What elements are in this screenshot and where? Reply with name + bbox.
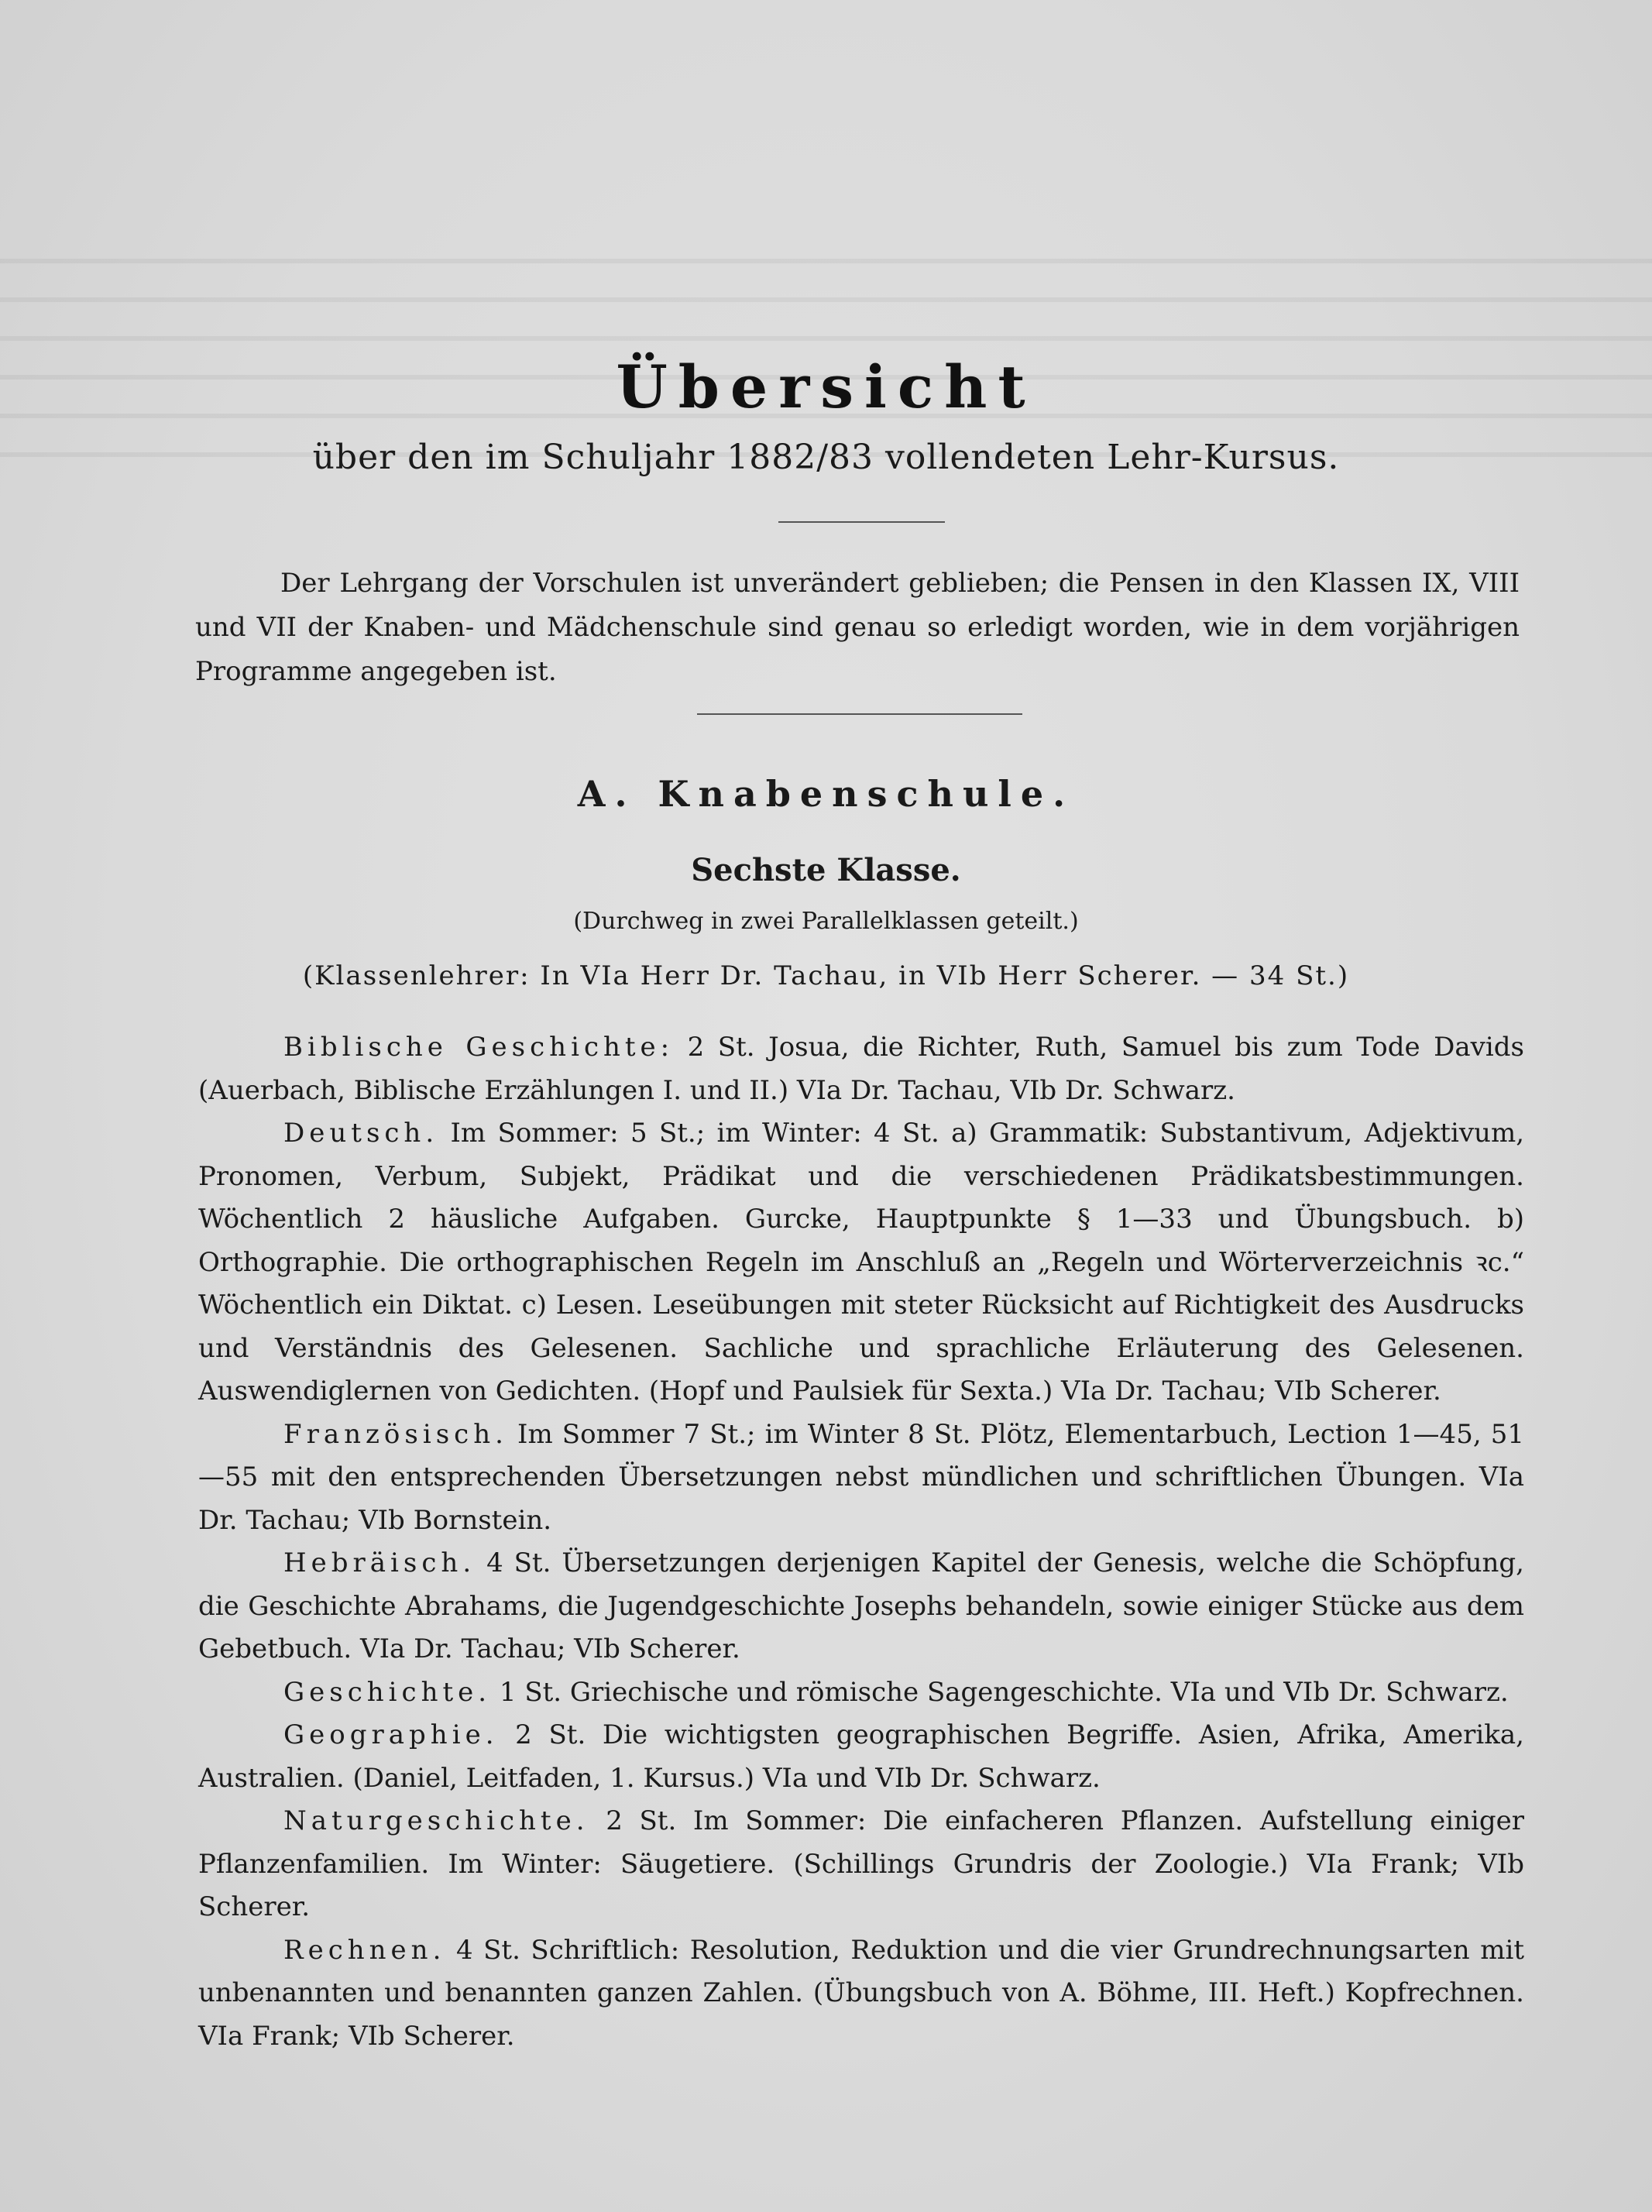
subject-text: 2 St. Im Sommer: Die einfacheren Pflanzen. Aufstellung einiger Pflanzenfamilien. Im Winter: Säugetiere. (Schillings Grundris der Zoologie.) VIa Frank; VIb Scherer. bbox=[198, 1805, 1524, 1922]
subject-paragraph bbox=[198, 1542, 1524, 1671]
subject-paragraph bbox=[198, 1112, 1524, 1413]
class-heading: Sechste Klasse. bbox=[691, 852, 961, 888]
divider-rule bbox=[697, 713, 1022, 715]
subject-text: 1 St. Griechische und römische Sagengeschichte. VIa und VIb Dr. Schwarz. bbox=[491, 1676, 1509, 1708]
subject-paragraph bbox=[198, 1671, 1524, 1715]
subject-paragraph bbox=[198, 1413, 1524, 1543]
subject-name: Geschichte. bbox=[283, 1676, 492, 1708]
subject-name: Rechnen. bbox=[283, 1934, 446, 1966]
subject-paragraph bbox=[198, 1800, 1524, 1929]
page-subtitle: über den im Schuljahr 1882/83 vollendeten Lehr-Kursus. bbox=[312, 438, 1340, 477]
page-title: Übersicht bbox=[616, 352, 1036, 421]
subject-name: Naturgeschichte. bbox=[283, 1805, 589, 1836]
subject-paragraph bbox=[198, 1714, 1524, 1800]
subject-text: 4 St. Schriftlich: Resolution, Reduktion und die vier Grundrechnungsarten mit unbenannten und benannten ganzen Zahlen. (Übungsbuch von A. Böhme, III. Heft.) Kopfrechnen. VIa Frank; VIb Scherer. bbox=[198, 1934, 1524, 2052]
subject-paragraph bbox=[198, 1929, 1524, 2059]
section-heading: A. Knabenschule. bbox=[577, 773, 1075, 815]
divider-rule bbox=[778, 521, 945, 523]
intro-paragraph: Der Lehrgang der Vorschulen ist unverändert geblieben; die Pensen in den Klassen IX, VIII und VII der Knaben- und Mädchenschule sind genau so erledigt worden, wie in dem vorjährigen Programme angegeben ist. bbox=[195, 568, 1520, 687]
subject-name: Deutsch. bbox=[283, 1118, 439, 1149]
subject-text: 4 St. Übersetzungen derjenigen Kapitel der Genesis, welche die Schöpfung, die Geschichte Abrahams, die Jugendgeschichte Josephs behandeln, sowie einiger Stücke aus dem Gebetbuch. VIa Dr. Tachau; VIb Scherer. bbox=[198, 1547, 1524, 1664]
subject-text: 2 St. Die wichtigsten geographischen Begriffe. Asien, Afrika, Amerika, Australien. (Daniel, Leitfaden, 1. Kursus.) VIa und VIb Dr. Schwarz. bbox=[198, 1719, 1524, 1794]
subject-list bbox=[198, 1026, 1524, 2058]
subject-name: Biblische Geschichte: bbox=[283, 1032, 675, 1063]
class-note: (Durchweg in zwei Parallelklassen geteilt.) bbox=[573, 908, 1079, 935]
subject-text: Im Sommer: 5 St.; im Winter: 4 St. a) Grammatik: Substantivum, Adjektivum, Pronomen, Verbum, Subjekt, Prädikat und die verschiedenen Prädikatsbestimmungen. Wöchentlich 2 häusliche Aufgaben. Gurcke, Hauptpunkte § 1—33 und Übungsbuch. b) Orthographie. Die orthographischen Regeln im Anschluß an „Regeln und Wörterverzeichnis ꝛc.“ Wöchentlich ein Diktat. c) Lesen. Leseübungen mit steter Rücksicht auf Richtigkeit des Ausdrucks und Verständnis des Gelesenen. Sachliche und sprachliche Erläuterung des Gelesenen. Auswendiglernen von Gedichten. (Hopf und Paulsiek für Sexta.) VIa Dr. Tachau; VIb Scherer. bbox=[198, 1118, 1524, 1407]
subject-paragraph bbox=[198, 1026, 1524, 1112]
subject-name: Französisch. bbox=[283, 1418, 508, 1450]
subject-text: 2 St. Josua, die Richter, Ruth, Samuel bis zum Tode Davids (Auerbach, Biblische Erzählungen I. und II.) VIa Dr. Tachau, VIb Dr. Schwarz. bbox=[198, 1032, 1524, 1106]
subject-text: Im Sommer 7 St.; im Winter 8 St. Plötz, Elementarbuch, Lection 1—45, 51—55 mit den entsprechenden Übersetzungen nebst mündlichen und schriftlichen Übungen. VIa Dr. Tachau; VIb Bornstein. bbox=[198, 1418, 1524, 1536]
subject-name: Hebräisch. bbox=[283, 1547, 476, 1578]
subject-name: Geographie. bbox=[283, 1719, 499, 1750]
class-teacher-line: (Klassenlehrer: In VIa Herr Dr. Tachau, in VIb Herr Scherer. — 34 St.) bbox=[302, 960, 1350, 991]
